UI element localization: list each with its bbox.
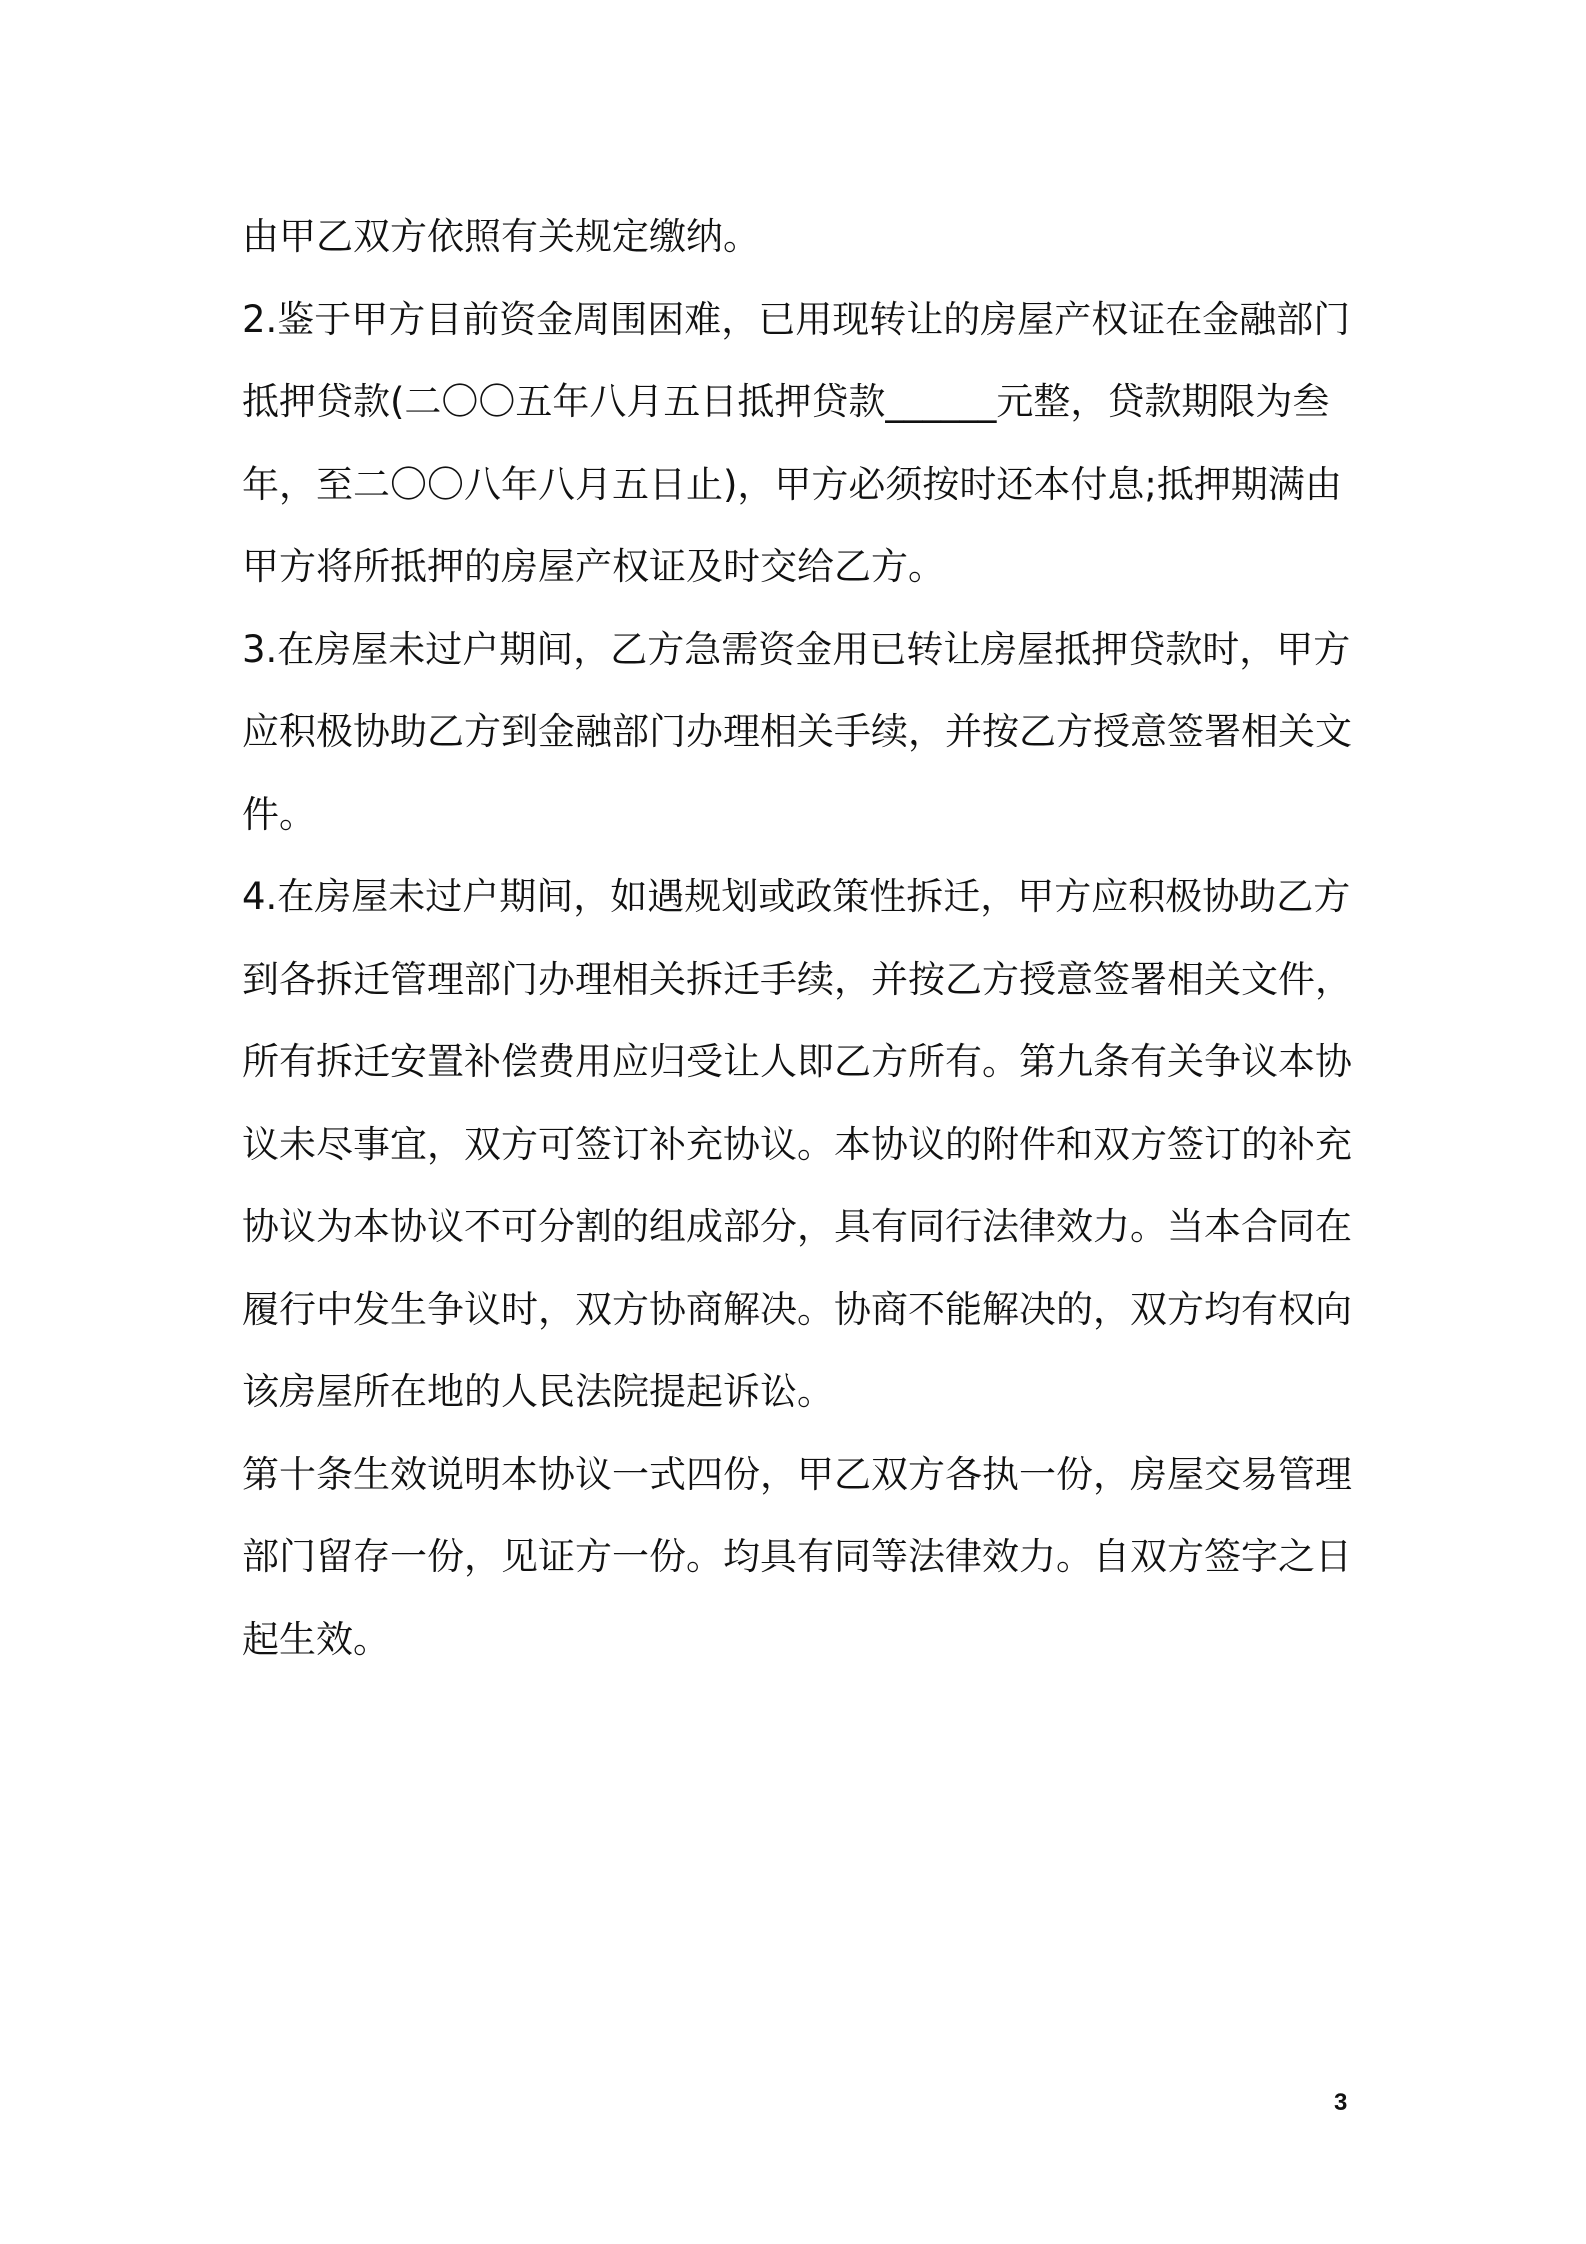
text-line: 第十条生效说明本协议一式四份，甲乙双方各执一份，房屋交易管理 — [242, 1452, 1352, 1496]
text-line: 3.在房屋未过户期间，乙方急需资金用已转让房屋抵押贷款时，甲方 — [242, 627, 1351, 671]
text-line: 到各拆迁管理部门办理相关拆迁手续，并按乙方授意签署相关文件， — [242, 957, 1352, 1001]
document-body — [242, 196, 1362, 1681]
text-line: 履行中发生争议时，双方协商解决。协商不能解决的，双方均有权向 — [242, 1287, 1352, 1331]
text-line: 协议为本协议不可分割的组成部分，具有同行法律效力。当本合同在 — [242, 1205, 1352, 1248]
text-line: 应积极协助乙方到金融部门办理相关手续，并按乙方授意签署相关文 — [242, 710, 1352, 753]
text-line: 该房屋所在地的人民法院提起诉讼。 — [242, 1370, 834, 1413]
text-line: 起生效。 — [242, 1617, 390, 1661]
text-line: 由甲乙双方依照有关规定缴纳。 — [242, 215, 760, 258]
text-line: 议未尽事宜，双方可签订补充协议。本协议的附件和双方签订的补充 — [242, 1122, 1352, 1166]
text-line: 甲方将所抵押的房屋产权证及时交给乙方。 — [242, 545, 945, 588]
text-line: 部门留存一份，见证方一份。均具有同等法律效力。自双方签字之日 — [242, 1535, 1352, 1578]
page-number: 3 — [1334, 2089, 1348, 2116]
text-line: 2.鉴于甲方目前资金周围困难，已用现转让的房屋产权证在金融部门 — [242, 297, 1351, 341]
text-line: 件。 — [242, 792, 316, 836]
text-line: 4.在房屋未过户期间，如遇规划或政策性拆迁，甲方应积极协助乙方 — [242, 875, 1351, 918]
text-line: 抵押贷款(二〇〇五年八月五日抵押贷款______元整，贷款期限为叁 — [242, 380, 1330, 423]
text-line: 年，至二〇〇八年八月五日止)，甲方必须按时还本付息;抵押期满由 — [242, 462, 1342, 506]
text-line: 所有拆迁安置补偿费用应归受让人即乙方所有。第九条有关争议本协 — [242, 1040, 1352, 1083]
